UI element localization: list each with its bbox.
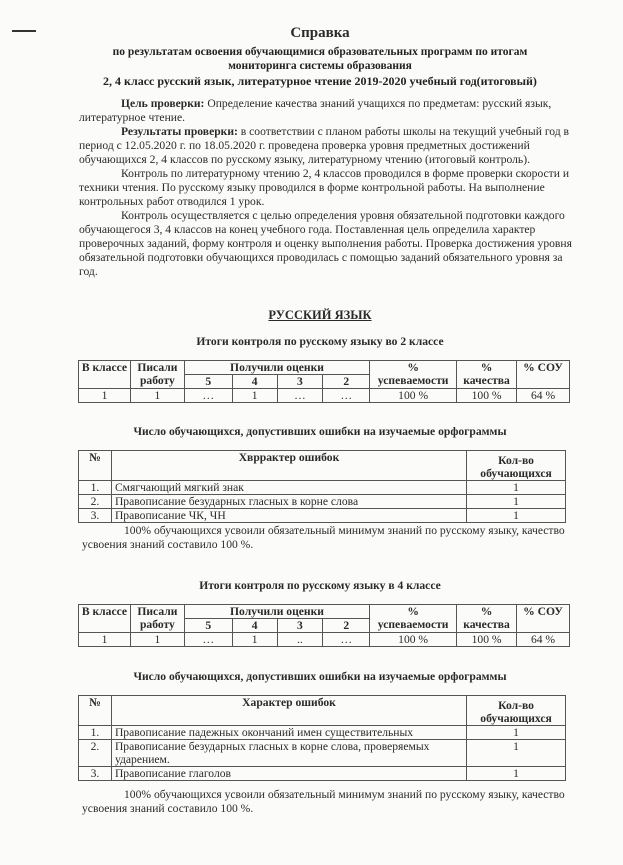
col-error-type: Характер ошибок: [111, 696, 466, 726]
grade2-summary: 100% обучающихся усвоили обязательный минимум знаний по русскому языку, качество усвоения знаний составило 100 %.: [82, 524, 565, 551]
scan-mark: [12, 30, 36, 32]
cell: 100 %: [370, 389, 457, 403]
col-grades: Получили оценки: [184, 361, 369, 375]
results-paragraph: [79, 125, 579, 167]
table-row: [79, 633, 570, 647]
cell: …: [277, 389, 323, 403]
col-grade-2: 2: [323, 619, 370, 633]
col-count: Кол-во обучающихся: [467, 696, 566, 726]
col-grade-5: 5: [184, 619, 232, 633]
cell: 1: [467, 767, 566, 781]
cell: 64 %: [517, 389, 570, 403]
grade4-results-table: [78, 604, 570, 647]
cell: 1.: [79, 726, 112, 740]
col-grade-3: 3: [277, 375, 323, 389]
cell: …: [323, 633, 370, 647]
cell: 2.: [79, 495, 112, 509]
col-in-class: В классе: [79, 605, 131, 633]
cell: …: [184, 389, 232, 403]
cell: ..: [277, 633, 323, 647]
col-sou: % СОУ: [517, 361, 570, 389]
grade2-errors-title: Число обучающихся, допустивших ошибки на изучаемые орфограммы: [133, 425, 507, 438]
table-row: [79, 495, 566, 509]
results-label: Результаты проверки:: [121, 125, 238, 138]
cell: 1: [232, 389, 277, 403]
control-paragraph-2: Контроль осуществляется с целью определения уровня обязательной подготовки каждого обучающегося 3, 4 классов на конец учебного года. Поставленная цель определила характер проверочных заданий, форму контроля и оценку выполнения работы. Проверка достижения уровня обязательной подготовки обучающихся проводилась с помощью заданий обязательного уровня за год.: [79, 209, 572, 278]
cell: 1: [467, 740, 566, 767]
section-title: РУССКИЙ ЯЗЫК: [268, 308, 372, 322]
table-row: [79, 481, 566, 495]
cell: 1: [130, 633, 184, 647]
col-grade-2: 2: [323, 375, 370, 389]
goal-label: Цель проверки:: [121, 97, 205, 110]
subtitle-line-2: мониторинга системы образования: [228, 60, 412, 72]
cell: 3.: [79, 767, 112, 781]
cell: 100 %: [370, 633, 457, 647]
cell: …: [323, 389, 370, 403]
grade2-results-title: Итоги контроля по русскому языку во 2 классе: [196, 335, 444, 348]
col-wrote: Писали работу: [130, 361, 184, 389]
col-count: Кол-во обучающихся: [467, 451, 566, 481]
results-text: в соответствии с планом работы школы на текущий учебный год в период с 12.05.2020 г. по 18.05.2020 г. проведена проверка уровня предметных достижений обучающихся 2, 4 классов по русскому языку, литературному чтению (итоговый контроль).: [79, 125, 570, 166]
col-num: №: [79, 696, 112, 726]
grade4-errors-table: [78, 695, 566, 781]
cell: 64 %: [517, 633, 570, 647]
goal-paragraph: [79, 97, 579, 125]
cell: 1: [467, 495, 566, 509]
goal-text: Определение качества знаний учащихся по предметам: русский язык, литературное чтение.: [79, 97, 552, 124]
cell: Правописание ЧК, ЧН: [111, 509, 466, 523]
col-grade-4: 4: [232, 619, 277, 633]
cell: 100 %: [457, 633, 517, 647]
col-grade-5: 5: [184, 375, 232, 389]
cell: 2.: [79, 740, 112, 767]
col-wrote: Писали работу: [130, 605, 184, 633]
table-row: [79, 767, 566, 781]
col-quality: % качества: [457, 605, 517, 633]
intro-text: [79, 97, 579, 279]
cell: 1.: [79, 481, 112, 495]
cell: 1: [467, 481, 566, 495]
cell: 1: [467, 509, 566, 523]
cell: …: [184, 633, 232, 647]
table-row: [79, 509, 566, 523]
col-grades: Получили оценки: [184, 605, 369, 619]
cell: 1: [79, 389, 131, 403]
col-progress: % успеваемости: [370, 605, 457, 633]
cell: Смягчающий мягкий знак: [111, 481, 466, 495]
grade4-results-title: Итоги контроля по русскому языку в 4 классе: [199, 579, 441, 592]
table-row: [79, 740, 566, 767]
col-grade-3: 3: [277, 619, 323, 633]
cell: 100 %: [457, 389, 517, 403]
col-in-class: В классе: [79, 361, 131, 389]
table-row: [79, 726, 566, 740]
col-progress: % успеваемости: [370, 361, 457, 389]
cell: 3.: [79, 509, 112, 523]
cell: Правописание безударных гласных в корне слова: [111, 495, 466, 509]
cell: Правописание падежных окончаний имен существительных: [111, 726, 466, 740]
col-quality: % качества: [457, 361, 517, 389]
grade2-results-table: [78, 360, 570, 403]
control-paragraph-1: Контроль по литературному чтению 2, 4 классов проводился в форме проверки скорости и техники чтения. По русскому языку проводился в форме контрольной работы. На выполнение контрольных работ отводился 1 урок.: [79, 167, 570, 208]
col-error-type: Хвррактер ошибок: [111, 451, 466, 481]
document-title: Справка: [290, 25, 350, 41]
table-row: [79, 389, 570, 403]
cell: 1: [79, 633, 131, 647]
col-grade-4: 4: [232, 375, 277, 389]
cell: 1: [130, 389, 184, 403]
col-sou: % СОУ: [517, 605, 570, 633]
grade4-summary: 100% обучающихся усвоили обязательный минимум знаний по русскому языку, качество усвоения знаний составило 100 %.: [82, 788, 565, 815]
cell: Правописание глаголов: [111, 767, 466, 781]
grade4-errors-title: Число обучающихся, допустивших ошибки на изучаемые орфограммы: [133, 670, 507, 683]
subtitle-line-3: 2, 4 класс русский язык, литературное чтение 2019-2020 учебный год(итоговый): [103, 74, 537, 88]
cell: 1: [467, 726, 566, 740]
cell: Правописание безударных гласных в корне слова, проверяемых ударением.: [111, 740, 466, 767]
cell: 1: [232, 633, 277, 647]
col-num: №: [79, 451, 112, 481]
grade2-errors-table: [78, 450, 566, 523]
subtitle-line-1: по результатам освоения обучающимися образовательных программ по итогам: [112, 46, 528, 58]
